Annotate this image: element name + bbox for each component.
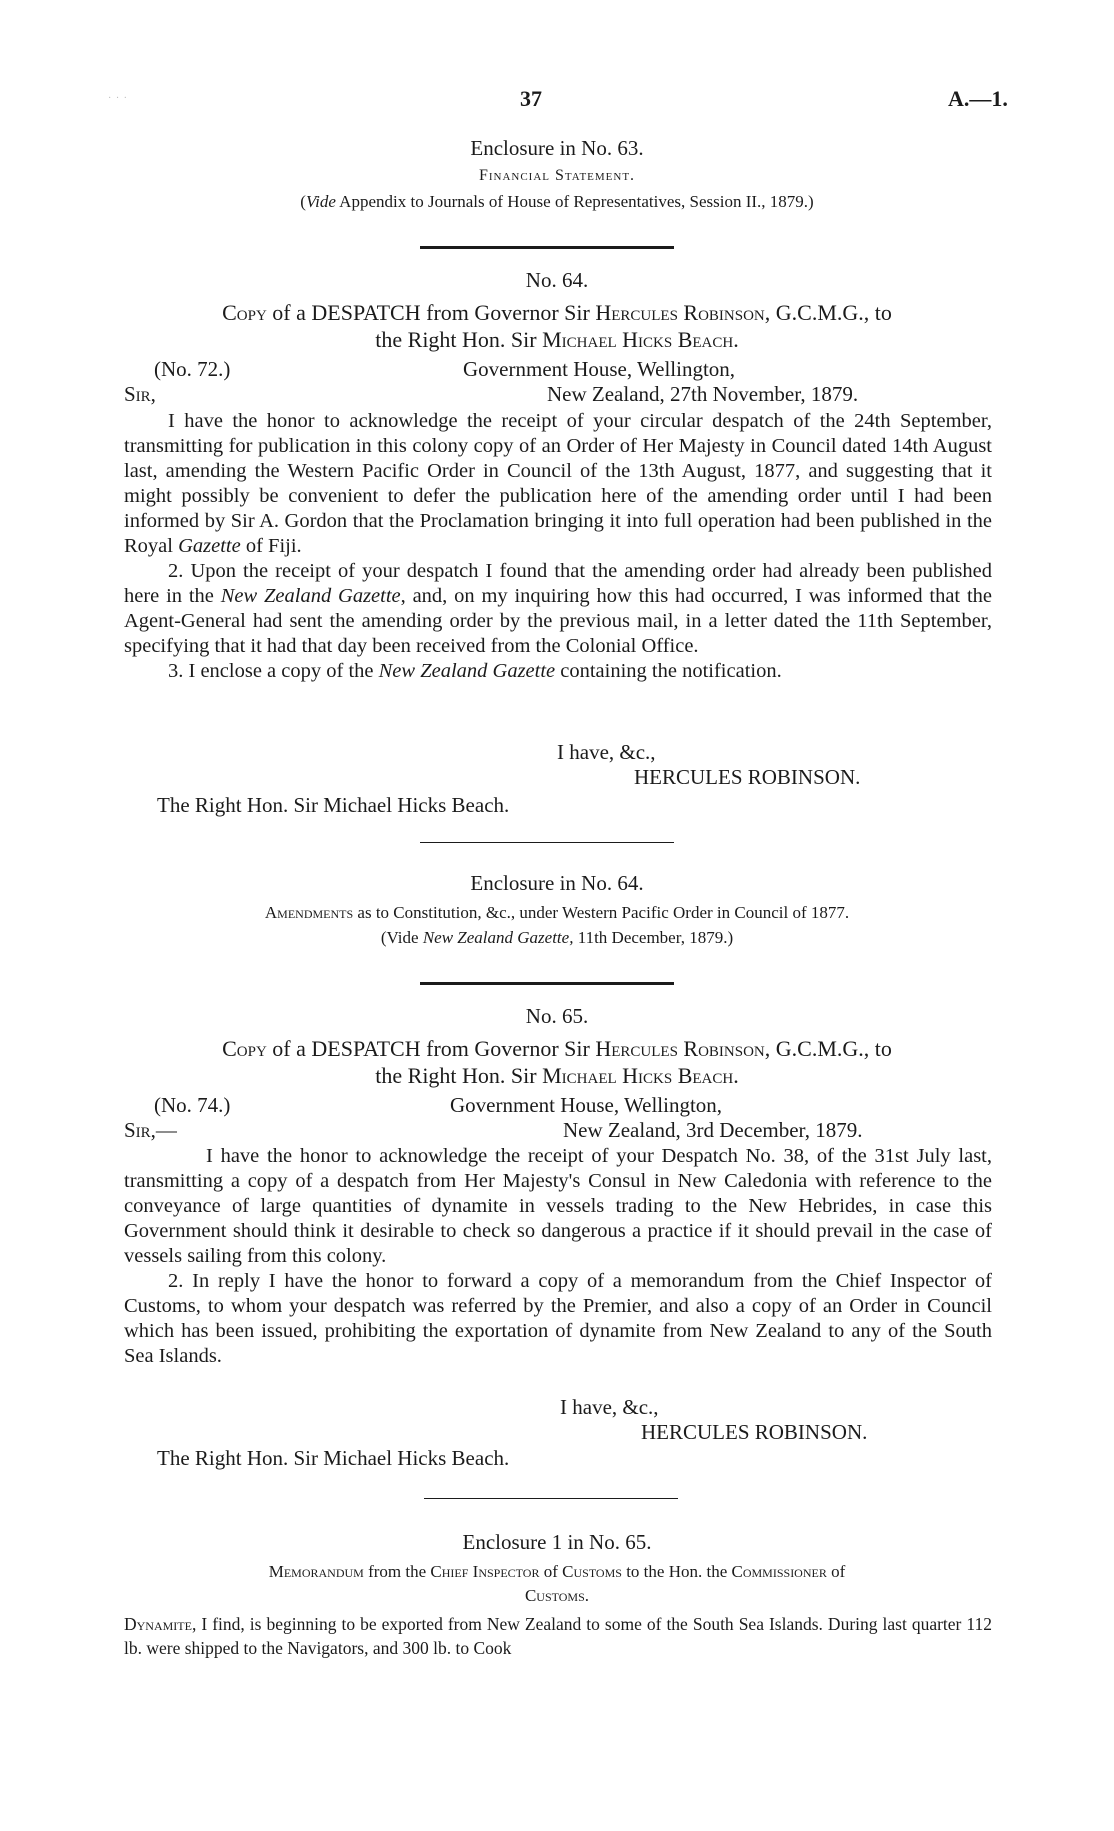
despatch-64-ref-number: (No. 72.) [154,357,231,381]
section-divider [420,982,674,985]
despatch-65-paragraph-1: I have the honor to acknowledge the receipt of your Despatch No. 38, of the 31st July last, transmitting a copy of a despatch from Her Majesty's Consul in New Caledonia with reference to the conveyance of large quantities of dynamite in vessels trading to the New Hebrides, in case this Government should think it desirable to check so dangerous a practice if it should prevail in the case of vessels sailing from this colony. [124,1145,992,1267]
enclosure-64-title: Enclosure in No. 64. [470,871,644,895]
despatch-64-closing: I have, &c., [557,740,656,764]
despatch-65-number: No. 65. [525,1004,589,1028]
despatch-65-paragraph-2: 2. In reply I have the honor to forward a copy of a memorandum from the Chief Inspector of Customs, to whom your despatch was referred by the Premier, and also a copy of an Order in Council which has been issued, prohibiting the exportation of dynamite from New Zealand to any of the South Sea Islands. [124,1270,992,1367]
section-divider [424,1498,678,1499]
memorandum-paragraph: Dynamite, I find, is beginning to be exported from New Zealand to some of the South Sea Islands. During last quarter 112 lb. were shipped to the Navigators, and 300 lb. to Cook [124,1614,992,1658]
despatch-64-place: Government House, Wellington, [463,357,736,381]
vide-italic: Vide [305,192,336,211]
despatch-64-body [124,409,992,684]
enclosure-63-subtitle: Financial Statement. [478,167,636,184]
despatch-64-date: New Zealand, 27th November, 1879. [547,382,859,406]
page-number: 37 [520,86,542,111]
memorandum-body [124,1612,992,1660]
despatch-65-salutation: Sir,— [124,1118,177,1142]
despatch-64-signature: HERCULES ROBINSON. [634,765,861,789]
despatch-64-paragraph-1: I have the honor to acknowledge the receipt of your circular despatch of the 24th September, transmitting for publication in this colony copy of an Order of Her Majesty in Council dated 14th August last, amending the Western Pacific Order in Council of the 13th August, 1877, and suggesting that it might possibly be convenient to defer the publication here of the amending order until I had been informed by Sir A. Gordon that the Proclamation bringing it into full operation had been published in the Royal Gazette of Fiji. [124,410,992,557]
despatch-64-number: No. 64. [525,268,589,292]
enclosure-1-65-title: Enclosure 1 in No. 65. [462,1530,652,1554]
despatch-64-paragraph-2: 2. Upon the receipt of your despatch I found that the amending order had already been published here in the New Zealand Gazette, and, on my inquiring how this had occurred, I was informed that the Agent-General had sent the amending order by the previous mail, in a letter dated the 11th September, specifying that it had that day been received from the Colonial Office. [124,560,992,657]
despatch-65-body [124,1144,992,1369]
despatch-65-title-line1: Copy of a DESPATCH from Governor Sir Hercules Robinson, G.C.M.G., to [222,1036,892,1061]
enclosure-63-reference: (Vide Appendix to Journals of House of Representatives, Session II., 1879.) [300,192,814,211]
despatch-65-date: New Zealand, 3rd December, 1879. [563,1118,863,1142]
despatch-65-closing: I have, &c., [560,1395,659,1419]
enclosure-64-line1: Amendments as to Constitution, &c., under Western Pacific Order in Council of 1877. [264,903,850,922]
series-label: A.—1. [948,86,1008,111]
despatch-65-ref-number: (No. 74.) [154,1093,231,1117]
enclosure-63-title: Enclosure in No. 63. [470,136,644,160]
despatch-64-title-line2: the Right Hon. Sir Michael Hicks Beach. [375,327,739,352]
enclosure-1-65-line2: Customs. [524,1586,590,1605]
despatch-65-title-line2: the Right Hon. Sir Michael Hicks Beach. [375,1063,739,1088]
faint-stamp-mark: · · · [108,93,128,104]
section-divider [420,246,674,249]
despatch-64-salutation: Sir, [124,382,156,406]
despatch-65-signature: HERCULES ROBINSON. [641,1420,868,1444]
section-divider [420,842,674,843]
despatch-65-addressee: The Right Hon. Sir Michael Hicks Beach. [157,1446,510,1470]
despatch-65-place: Government House, Wellington, [450,1093,723,1117]
despatch-64-title-line1: Copy of a DESPATCH from Governor Sir Hercules Robinson, G.C.M.G., to [222,300,892,325]
enclosure-64-line2: (Vide New Zealand Gazette, 11th December, 1879.) [380,928,734,947]
enclosure-1-65-line1: Memorandum from the Chief Inspector of Customs to the Hon. the Commissioner of [268,1562,846,1581]
despatch-64-addressee: The Right Hon. Sir Michael Hicks Beach. [157,793,510,817]
despatch-64-paragraph-3: 3. I enclose a copy of the New Zealand Gazette containing the notification. [168,660,782,682]
